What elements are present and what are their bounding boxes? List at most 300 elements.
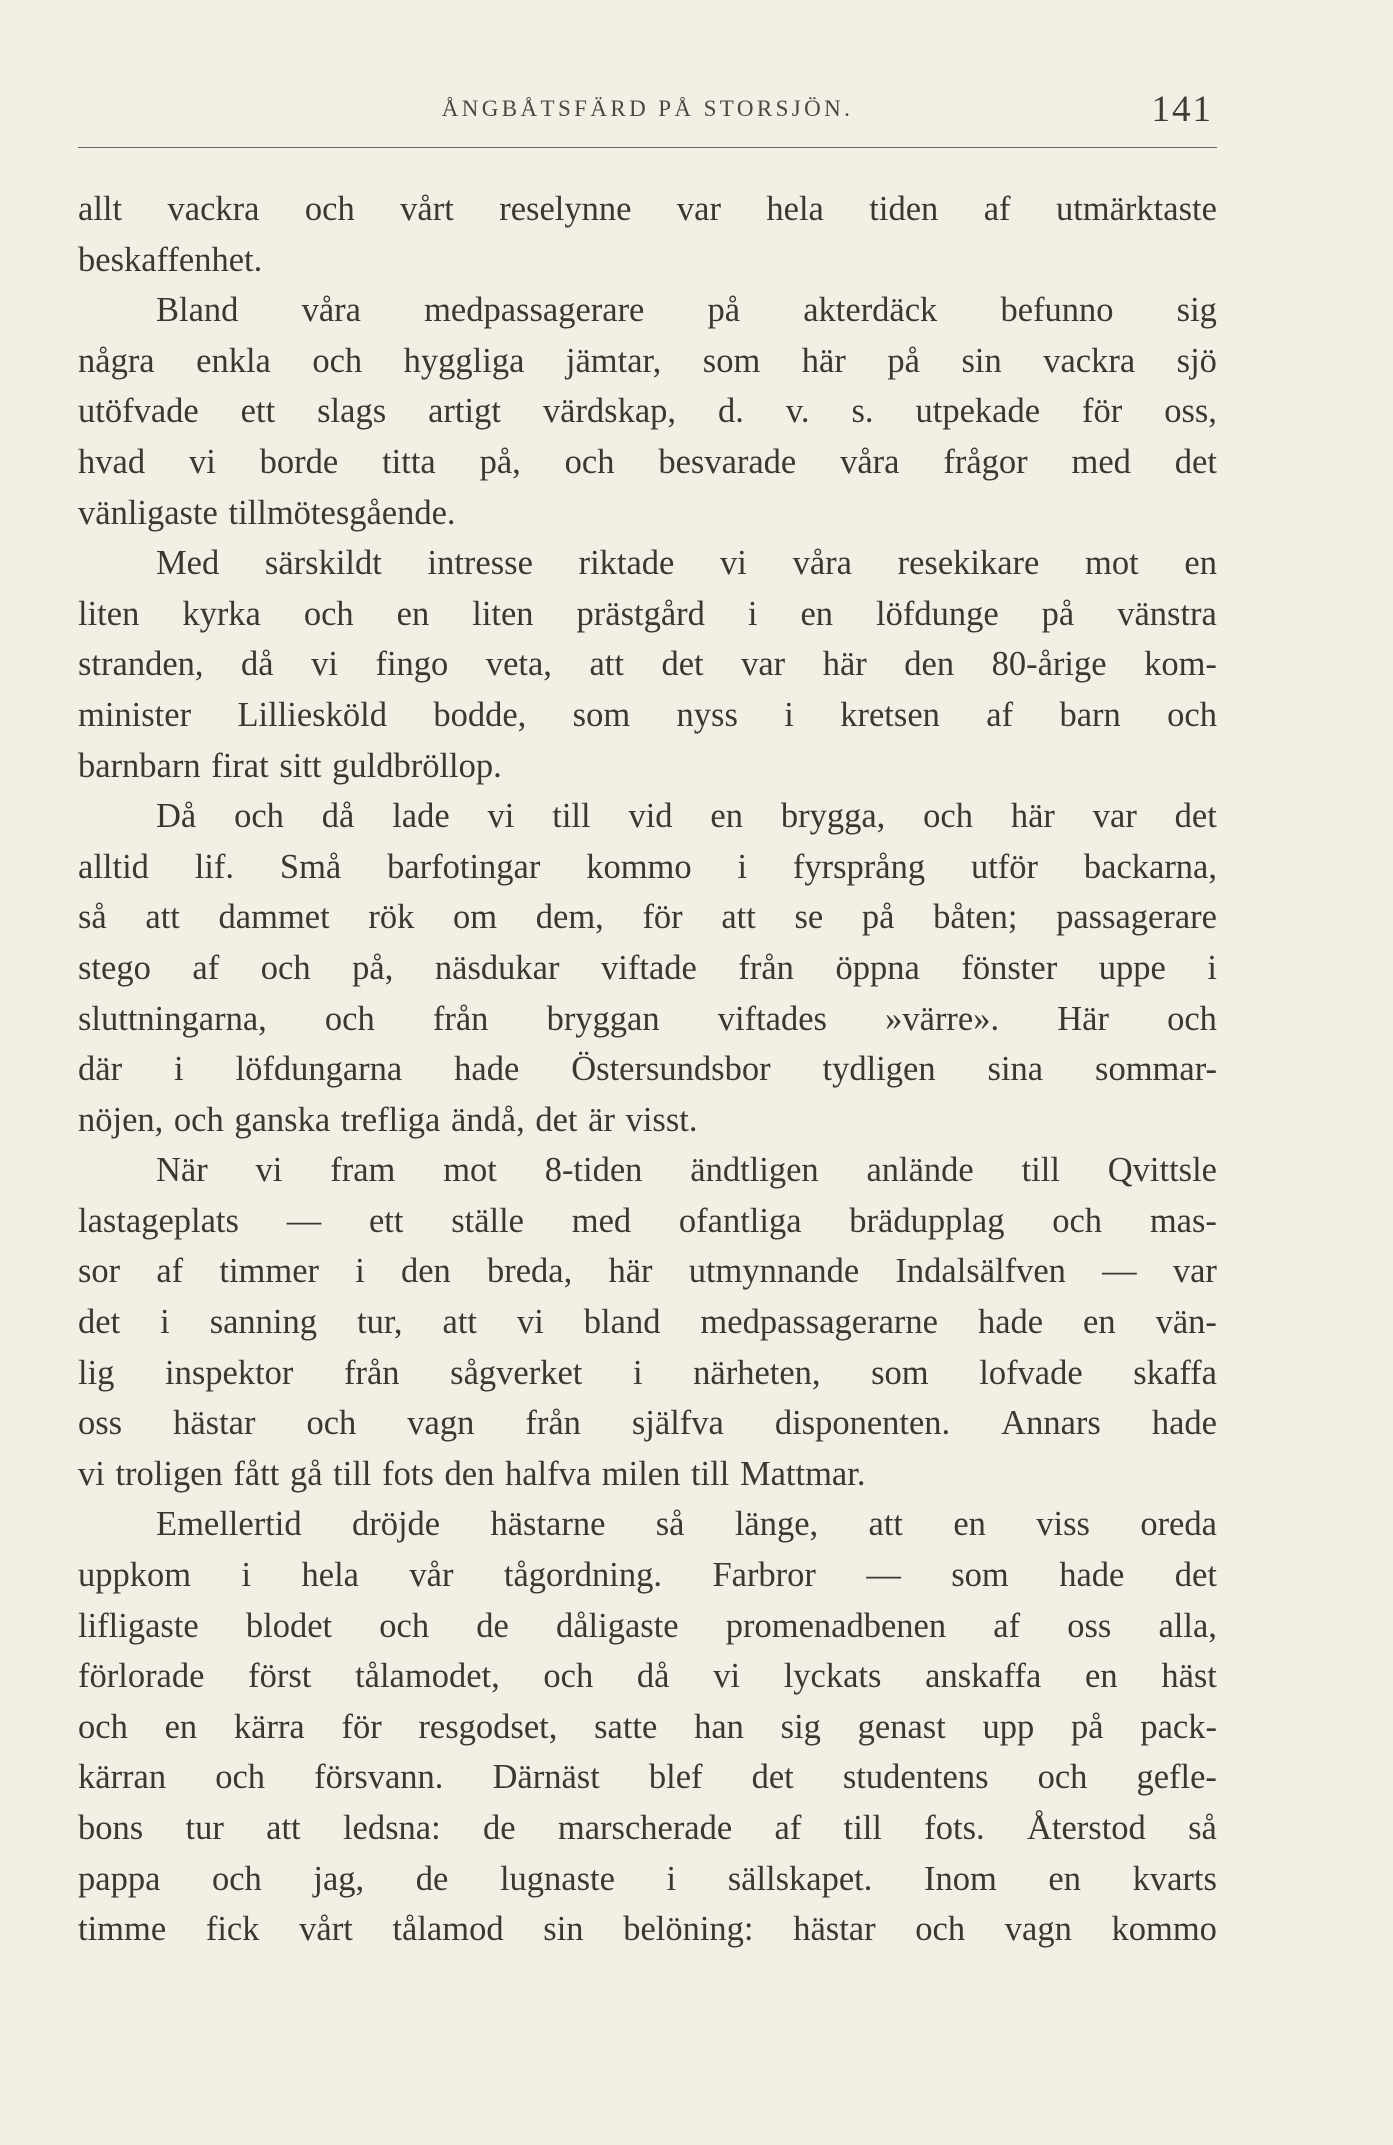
word: Annars (1001, 1404, 1101, 1443)
word: våra (792, 544, 852, 583)
word: kvarts (1132, 1859, 1217, 1898)
word: utöfvade (78, 392, 199, 431)
text-line (78, 1601, 1217, 1652)
word: själfva (631, 1404, 724, 1443)
word: och (1052, 1201, 1103, 1240)
word: Med (156, 544, 220, 583)
word: fingo (375, 645, 449, 684)
word: nyss (676, 695, 738, 734)
word: vårt (400, 190, 454, 228)
word: mot (1085, 544, 1139, 583)
text-line (78, 639, 1217, 690)
word: hela (766, 190, 824, 228)
word: lade (392, 797, 450, 836)
word: i (747, 594, 758, 633)
text-line (78, 892, 1217, 943)
word: till (1021, 1151, 1060, 1190)
word: fönster (961, 948, 1058, 987)
word: vi (713, 1657, 741, 1696)
word: och (1167, 999, 1217, 1038)
word: vi (720, 544, 747, 583)
word: vi (255, 1151, 283, 1190)
word: brädupplag (849, 1201, 1005, 1240)
word: våra (301, 291, 361, 330)
word: »värre». (885, 999, 1000, 1038)
word: ett (368, 1201, 404, 1240)
word: Återstod (1026, 1809, 1146, 1847)
word: var (676, 190, 721, 228)
word: Qvittsle (1107, 1151, 1217, 1190)
word: minister (78, 695, 192, 734)
word: så (1188, 1809, 1217, 1847)
word: lig (78, 1353, 115, 1392)
word: till (552, 797, 591, 836)
word: tur (185, 1809, 224, 1847)
word: en (396, 594, 430, 633)
word: blodet (245, 1606, 333, 1645)
word: Farbror (712, 1556, 816, 1595)
word: d. (718, 392, 744, 431)
word: och (915, 1910, 966, 1949)
word: på (707, 291, 741, 330)
text-line (78, 690, 1217, 741)
word: hade (1059, 1556, 1125, 1595)
word: rök (368, 898, 415, 937)
word: förlorade (78, 1657, 205, 1696)
word: ofantliga (678, 1201, 802, 1240)
word: utför (970, 847, 1039, 886)
word: viftade (601, 948, 697, 987)
word: öppna (835, 948, 920, 987)
word: här (822, 645, 867, 684)
word: Här (1057, 999, 1109, 1038)
text-line (78, 1499, 1217, 1550)
text-line (78, 386, 1217, 437)
text-line (78, 791, 1217, 842)
word: på (1041, 594, 1075, 633)
word: Då (156, 797, 197, 836)
word: af (983, 190, 1011, 228)
word: de (482, 1809, 516, 1847)
word: det (1174, 797, 1217, 836)
word: vi (516, 1303, 544, 1342)
word: liten (78, 594, 140, 633)
word: utmärktaste (1055, 190, 1217, 228)
word: hästar (173, 1404, 256, 1443)
word: sin (543, 1910, 584, 1949)
word: att (868, 1505, 904, 1544)
word: båten; (933, 898, 1018, 937)
word: viss (1036, 1505, 1090, 1544)
word: medpassagerare (424, 291, 645, 330)
word: här (608, 1252, 653, 1291)
word: det (1174, 442, 1217, 481)
word: den (904, 645, 955, 684)
word: från (738, 948, 794, 987)
word: att (266, 1809, 301, 1847)
word: disponenten. (774, 1404, 951, 1443)
word: lugnaste (499, 1859, 615, 1898)
word: barn (1059, 695, 1121, 734)
word: stranden, (78, 645, 204, 684)
word: som (572, 695, 631, 734)
text-line (78, 842, 1217, 893)
word: och (78, 1707, 128, 1746)
word: så (655, 1505, 685, 1544)
word: i (1207, 948, 1217, 987)
text-line: nöjen, och ganska trefliga ändå, det är visst. (78, 1100, 698, 1139)
word: lofvade (979, 1353, 1083, 1392)
word: oss, (1164, 392, 1217, 431)
word: vackra (167, 190, 260, 228)
word: på (1071, 1707, 1104, 1746)
word: till (843, 1809, 882, 1847)
word: kretsen (840, 695, 940, 734)
word: enkla (196, 341, 271, 380)
text-line: vänligaste tillmötesgående. (78, 493, 456, 532)
word: viftades (717, 999, 827, 1038)
word: i (737, 847, 748, 886)
word: en (800, 594, 834, 633)
word: kom- (1144, 645, 1217, 684)
word: bryggan (546, 999, 660, 1038)
body-text (78, 184, 1217, 1955)
word: af (986, 695, 1014, 734)
word: särskildt (264, 544, 382, 583)
word: dammet (218, 898, 330, 937)
word: det (78, 1303, 121, 1342)
text-line: barnbarn firat sitt guldbröllop. (78, 746, 502, 785)
word: pack- (1140, 1707, 1217, 1746)
text-line (78, 943, 1217, 994)
word: en (710, 797, 743, 836)
word: allt (78, 190, 123, 228)
word: sina (987, 1050, 1044, 1089)
word: sig (780, 1707, 821, 1746)
word: för (642, 898, 683, 937)
word: hyggliga (403, 341, 525, 380)
text-line: beskaffenhet. (78, 240, 263, 279)
word: löfdungarna (235, 1050, 403, 1089)
word: värdskap, (542, 392, 677, 431)
text-line (78, 1196, 1217, 1247)
word: fyrsprång (792, 847, 926, 886)
word: utmynnande (688, 1252, 860, 1291)
word: blef (648, 1758, 703, 1797)
word: här (1010, 797, 1055, 836)
text-line: vi troligen fått gå till fots den halfva milen till Mattmar. (78, 1454, 866, 1493)
word: vän- (1155, 1303, 1217, 1342)
word: kyrka (182, 594, 261, 633)
word: fots. (924, 1809, 985, 1847)
word: mas- (1149, 1201, 1217, 1240)
word: bons (78, 1809, 144, 1847)
word: titta (382, 442, 436, 481)
word: sin (961, 341, 1002, 380)
word: oss (78, 1404, 123, 1443)
word: och (312, 341, 363, 380)
word: och (379, 1606, 430, 1645)
word: resekikare (897, 544, 1040, 583)
text-line (78, 994, 1217, 1045)
word: och (324, 999, 375, 1038)
word: och (260, 948, 311, 987)
word: att (589, 645, 624, 684)
word: oreda (1140, 1505, 1217, 1544)
word: När (156, 1151, 208, 1190)
word: hästar (793, 1910, 876, 1949)
word: — (1102, 1252, 1137, 1291)
word: som (951, 1556, 1009, 1595)
word: han (694, 1707, 744, 1746)
text-line (78, 1752, 1217, 1803)
word: det (751, 1758, 794, 1797)
word: af (156, 1252, 184, 1291)
word: häst (1161, 1657, 1217, 1696)
word: resgodset, (418, 1707, 558, 1746)
word: s. (851, 392, 874, 431)
word: länge, (734, 1505, 819, 1544)
word: där (78, 1050, 123, 1089)
word: vår (409, 1556, 454, 1595)
word: så (78, 898, 107, 937)
word: hade (454, 1050, 520, 1089)
word: Bland (156, 291, 239, 330)
word: 8-tiden (544, 1151, 643, 1190)
word: en (1083, 1303, 1116, 1342)
text-line (78, 1854, 1217, 1905)
text-line (78, 1246, 1217, 1297)
word: marscherade (557, 1809, 733, 1847)
word: hade (977, 1303, 1044, 1342)
word: från (432, 999, 489, 1038)
word: af (192, 948, 220, 987)
word: i (784, 695, 794, 734)
word: dåligaste (555, 1606, 679, 1645)
word: medpassagerarne (700, 1303, 938, 1342)
word: uppkom (78, 1556, 192, 1595)
word: bodde, (433, 695, 527, 734)
word: och (234, 797, 284, 836)
word: då (241, 645, 274, 684)
word: ett (240, 392, 276, 431)
word: på (861, 898, 895, 937)
word: och (304, 190, 355, 228)
word: först (248, 1657, 312, 1696)
word: som (871, 1353, 929, 1392)
word: sågverket (450, 1353, 583, 1392)
word: timmer (219, 1252, 320, 1291)
word: Lilliesköld (237, 695, 387, 734)
word: jämtar, (565, 341, 662, 380)
word: från (344, 1353, 400, 1392)
word: anskaffa (925, 1657, 1042, 1696)
word: veta, (485, 645, 552, 684)
word: tur, (356, 1303, 403, 1342)
word: pappa (78, 1859, 161, 1898)
word: var (1172, 1252, 1217, 1291)
word: kärra (233, 1707, 305, 1746)
word: Östersundsbor (571, 1050, 771, 1089)
word: och (306, 1404, 357, 1443)
word: tiden (869, 190, 939, 228)
word: Därnäst (492, 1758, 600, 1797)
word: besvarade (658, 442, 797, 481)
word: jag, (313, 1859, 365, 1898)
word: 80-årige (991, 645, 1107, 684)
word: intresse (427, 544, 533, 583)
text-line (78, 1145, 1217, 1196)
word: hvad (78, 442, 146, 481)
word: på (887, 341, 920, 380)
word: passagerare (1056, 898, 1217, 937)
word: här (801, 341, 846, 380)
word: vagn (1004, 1910, 1072, 1949)
text-line (78, 336, 1217, 387)
word: prästgård (576, 594, 705, 633)
word: var (1092, 797, 1137, 836)
word: satte (594, 1707, 658, 1746)
word: på, (479, 442, 521, 481)
word: i (666, 1859, 677, 1898)
text-line (78, 1904, 1217, 1955)
word: vi (311, 645, 338, 684)
word: och (1037, 1758, 1088, 1797)
word: tydligen (822, 1050, 936, 1089)
word: alla, (1158, 1606, 1217, 1645)
word: att (145, 898, 180, 937)
word: en (1048, 1859, 1081, 1898)
word: Små (279, 847, 342, 886)
word: från (525, 1404, 581, 1443)
word: mot (443, 1151, 497, 1190)
word: en (1085, 1657, 1118, 1696)
text-line (78, 1550, 1217, 1601)
word: försvann. (314, 1758, 444, 1797)
word: sor (78, 1252, 121, 1291)
word: — (286, 1201, 322, 1240)
word: vi (188, 442, 216, 481)
text-line (78, 437, 1217, 488)
word: akterdäck (803, 291, 938, 330)
word: Inom (923, 1859, 997, 1898)
word: sällskapet. (727, 1859, 873, 1898)
word: af (993, 1606, 1021, 1645)
word: brygga, (780, 797, 886, 836)
text-line (78, 285, 1217, 336)
word: utpekade (915, 392, 1041, 431)
word: fick (205, 1910, 260, 1949)
word: stego (78, 948, 151, 987)
word: v. (785, 392, 810, 431)
word: lyckats (783, 1657, 882, 1696)
page-number: 141 (1151, 89, 1213, 130)
word: backarna, (1083, 847, 1217, 886)
word: frågor (943, 442, 1028, 481)
word: sanning (209, 1303, 318, 1342)
word: oss (1067, 1606, 1112, 1645)
word: de (415, 1859, 449, 1898)
word: liten (472, 594, 534, 633)
word: dem, (535, 898, 604, 937)
word: sluttningarna, (78, 999, 267, 1038)
word: tålamodet, (355, 1657, 500, 1696)
word: ledsna: (342, 1809, 441, 1847)
word: Emellertid (156, 1505, 302, 1544)
word: i (174, 1050, 184, 1089)
word: befunno (1000, 291, 1114, 330)
word: uppe (1098, 948, 1166, 987)
word: tålamod (392, 1910, 504, 1949)
word: de (476, 1606, 509, 1645)
text-line (78, 1702, 1217, 1753)
word: och (564, 442, 615, 481)
word: med (1071, 442, 1131, 481)
word: se (794, 898, 824, 937)
word: vid (628, 797, 673, 836)
word: i (355, 1252, 365, 1291)
word: sommar- (1095, 1050, 1217, 1089)
word: kärran (78, 1758, 167, 1797)
word: gefle- (1136, 1758, 1217, 1797)
word: hästarne (490, 1505, 606, 1544)
word: och (211, 1859, 262, 1898)
word: som (702, 341, 761, 380)
word: våra (840, 442, 900, 481)
word: i (632, 1353, 643, 1392)
word: bland (583, 1303, 661, 1342)
word: ställe (451, 1201, 524, 1240)
word: vänstra (1117, 594, 1217, 633)
word: artigt (428, 392, 501, 431)
word: af (774, 1809, 802, 1847)
word: Indalsälfven (895, 1252, 1066, 1291)
word: skaffa (1133, 1353, 1217, 1392)
word: studentens (842, 1758, 989, 1797)
word: dröjde (351, 1505, 441, 1544)
word: att (721, 898, 756, 937)
word: tågordning. (503, 1556, 663, 1595)
text-line (78, 1803, 1217, 1854)
word: barfotingar (387, 847, 541, 886)
word: och (1167, 695, 1217, 734)
word: att (442, 1303, 478, 1342)
word: riktade (578, 544, 675, 583)
word: upp (982, 1707, 1035, 1746)
word: borde (259, 442, 339, 481)
text-line (78, 184, 1217, 235)
word: och (543, 1657, 594, 1696)
running-title: ÅNGBÅTSFÄRD PÅ STORSJÖN. (441, 96, 854, 121)
word: en (164, 1707, 198, 1746)
word: och (303, 594, 354, 633)
word: det (661, 645, 704, 684)
word: timme (78, 1910, 167, 1949)
word: sjö (1176, 341, 1217, 380)
word: näsdukar (434, 948, 560, 987)
text-line (78, 1651, 1217, 1702)
word: då (636, 1657, 670, 1696)
word: i (160, 1303, 170, 1342)
word: vårt (299, 1910, 353, 1949)
text-line (78, 1398, 1217, 1449)
running-head (78, 88, 1217, 148)
word: — (866, 1556, 901, 1595)
text-line (78, 589, 1217, 640)
word: med (571, 1201, 632, 1240)
text-line (78, 1297, 1217, 1348)
word: kommo (1111, 1910, 1217, 1949)
